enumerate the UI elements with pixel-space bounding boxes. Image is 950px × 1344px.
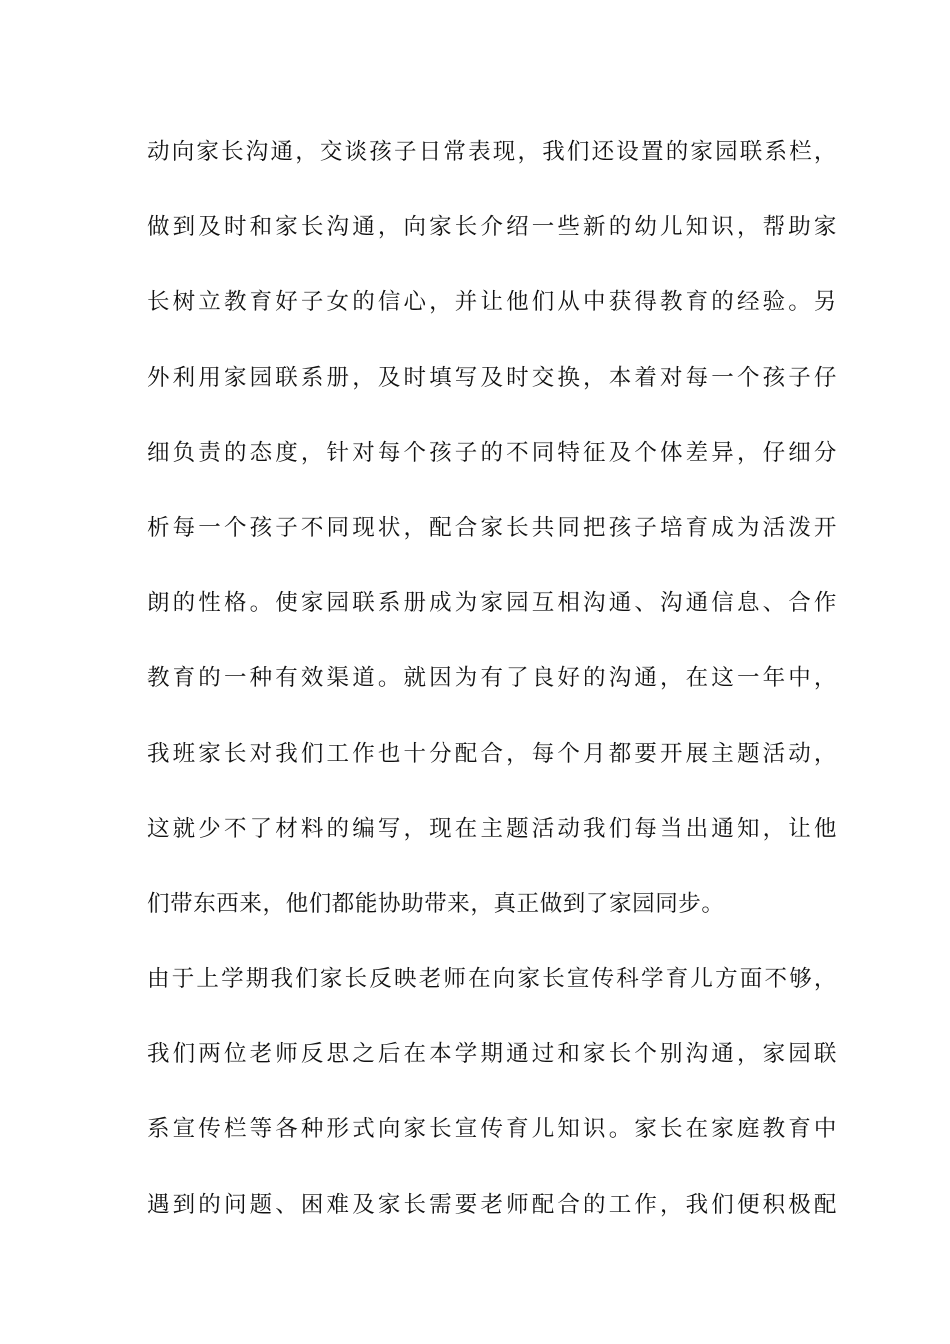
text-line-2: 做到及时和家长沟通，向家长介绍一些新的幼儿知识，帮助家 [147,214,837,241]
text-line-6: 析每一个孩子不同现状，配合家长共同把孩子培育成为活泼开 [147,514,837,541]
text-line-11: 们带东西来，他们都能协助带来，真正做到了家园同步。 [147,890,725,917]
text-line-5: 细负责的态度，针对每个孩子的不同特征及个体差异，仔细分 [147,439,837,466]
text-line-12: 由于上学期我们家长反映老师在向家长宣传科学育儿方面不够， [147,966,837,993]
text-line-3: 长树立教育好子女的信心，并让他们从中获得教育的经验。另 [147,289,837,316]
text-line-9: 我班家长对我们工作也十分配合，每个月都要开展主题活动， [147,740,837,767]
text-line-8: 教育的一种有效渠道。就因为有了良好的沟通，在这一年中， [147,665,837,692]
text-line-15: 遇到的问题、困难及家长需要老师配合的工作，我们便积极配 [147,1191,837,1218]
text-line-10: 这就少不了材料的编写，现在主题活动我们每当出通知，让他 [147,815,837,842]
text-line-14: 系宣传栏等各种形式向家长宣传育儿知识。家长在家庭教育中 [147,1116,837,1143]
text-line-13: 我们两位老师反思之后在本学期通过和家长个别沟通，家园联 [147,1041,837,1068]
text-line-7: 朗的性格。使家园联系册成为家园互相沟通、沟通信息、合作 [147,590,837,617]
body-text [147,130,837,1258]
text-line-1: 动向家长沟通，交谈孩子日常表现，我们还设置的家园联系栏， [147,139,837,165]
text-line-4: 外利用家园联系册，及时填写及时交换，本着对每一个孩子仔 [147,364,837,391]
